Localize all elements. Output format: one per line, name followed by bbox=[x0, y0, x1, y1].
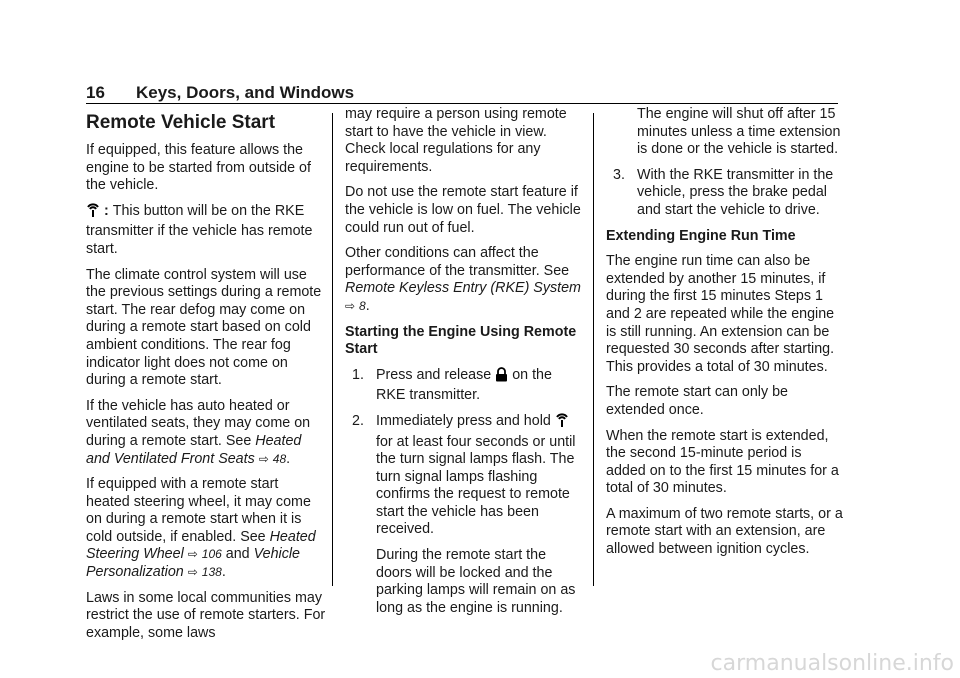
step-1-text-b: on the RKE transmitter. bbox=[376, 366, 552, 404]
extension-paragraph: The engine run time can also be extended by another 15 minutes, if during the first 15 minutes Steps 1 and 2 are repeated while the engine is still running. An extension can be requested 30 seconds after starting. This provides a total of 30 minutes. bbox=[606, 253, 835, 375]
heated-steering-wheel-link[interactable]: Heated Steering Wheel bbox=[86, 528, 316, 563]
step-2-number: 2. bbox=[352, 412, 364, 429]
remote-start-button-paragraph bbox=[86, 203, 326, 259]
section-title: Keys, Doors, and Windows bbox=[136, 83, 355, 102]
rke-system-page-ref[interactable]: 8 bbox=[359, 298, 366, 313]
heated-steering-wheel-page-ref[interactable]: 106 bbox=[201, 547, 222, 562]
intro-paragraph: If equipped, this feature allows the engine to be started from outside of the vehicle. bbox=[86, 142, 311, 194]
xref-arrow-icon: ⇨ bbox=[258, 451, 269, 466]
starting-engine-heading: Starting the Engine Using Remote Start bbox=[345, 323, 577, 358]
step-1 bbox=[345, 367, 583, 405]
laws-paragraph-continued: may require a person using remote start to have the vehicle in view. Check local regulations for any requirements. bbox=[345, 106, 567, 175]
step-1-number: 1. bbox=[352, 366, 364, 383]
column-3 bbox=[606, 106, 844, 567]
xref-arrow-icon: ⇨ bbox=[345, 298, 356, 313]
column-2 bbox=[345, 106, 583, 625]
xref-arrow-icon: ⇨ bbox=[187, 547, 198, 562]
steering-text: If equipped with a remote start heated steering wheel, it may come on during a remote start when it is cold outside, if enabled. See bbox=[86, 476, 311, 545]
transmitter-text: Other conditions can affect the performance of the transmitter. See bbox=[345, 245, 570, 279]
and-text: and bbox=[221, 546, 254, 563]
period: . bbox=[365, 297, 370, 314]
remote-start-icon bbox=[86, 203, 100, 224]
vehicle-personalization-link[interactable]: Vehicle Personalization bbox=[86, 546, 300, 581]
steering-wheel-paragraph bbox=[86, 476, 326, 582]
column-1 bbox=[86, 112, 326, 650]
rke-system-link[interactable]: Remote Keyless Entry (RKE) System bbox=[345, 280, 581, 297]
lock-icon bbox=[495, 367, 508, 388]
seats-text: If the vehicle has auto heated or ventilated seats, they may come on during a remote start. See bbox=[86, 397, 311, 449]
seats-paragraph bbox=[86, 398, 326, 468]
period: . bbox=[221, 564, 226, 581]
page-number: 16 bbox=[86, 83, 105, 102]
step-1-text-a: Press and release bbox=[376, 366, 496, 383]
period: . bbox=[286, 450, 291, 467]
remote-start-icon bbox=[555, 413, 569, 434]
step-2-text-b: for at least four seconds or until the turn signal lamps flash. The turn signal lamps flashing confirms the request to remote start the vehicle has been received. bbox=[376, 433, 576, 538]
page-title: Remote Vehicle Start bbox=[86, 112, 276, 133]
step-2-text-a: Immediately press and hold bbox=[376, 412, 555, 429]
laws-paragraph: Laws in some local communities may restrict the use of remote starters. For example, some laws bbox=[86, 589, 326, 641]
step-2 bbox=[345, 413, 583, 539]
extending-run-time-heading: Extending Engine Run Time bbox=[606, 227, 796, 244]
heated-seats-page-ref[interactable]: 48 bbox=[272, 451, 287, 466]
maximum-starts-paragraph: A maximum of two remote starts, or a remote start with an extension, are allowed between ignition cycles. bbox=[606, 505, 843, 558]
step-3 bbox=[606, 167, 844, 220]
step-2-note: During the remote start the doors will be locked and the parking lamps will remain on as long as the engine is running. bbox=[376, 547, 576, 616]
xref-arrow-icon: ⇨ bbox=[187, 565, 198, 580]
watermark: carmanualsonline.info bbox=[710, 651, 954, 676]
header-rule bbox=[86, 103, 838, 104]
column-divider-1 bbox=[332, 113, 333, 586]
icon-separator: : bbox=[100, 202, 113, 219]
step-3-number: 3. bbox=[613, 166, 625, 183]
vehicle-personalization-page-ref[interactable]: 138 bbox=[201, 565, 222, 580]
extend-once-paragraph: The remote start can only be extended once. bbox=[606, 384, 788, 418]
step-3-text: With the RKE transmitter in the vehicle, press the brake pedal and start the vehicle to drive. bbox=[637, 166, 834, 218]
climate-paragraph: The climate control system will use the previous settings during a remote start. The rear defog may come on during a remote start based on cold ambient conditions. The rear fog indicator light does not come on during a remote start. bbox=[86, 266, 322, 389]
remote-start-button-text: This button will be on the RKE transmitter if the vehicle has remote start. bbox=[86, 202, 313, 257]
step-2-continued: The engine will shut off after 15 minutes unless a time extension is done or the vehicle is started. bbox=[637, 106, 841, 158]
heated-seats-link[interactable]: Heated and Ventilated Front Seats bbox=[86, 432, 302, 467]
extended-period-paragraph: When the remote start is extended, the second 15-minute period is added on to the first 15 minutes for a total of 30 minutes. bbox=[606, 427, 839, 497]
transmitter-paragraph bbox=[345, 245, 583, 315]
column-divider-2 bbox=[593, 113, 594, 586]
fuel-paragraph: Do not use the remote start feature if the vehicle is low on fuel. The vehicle could run out of fuel. bbox=[345, 184, 581, 236]
